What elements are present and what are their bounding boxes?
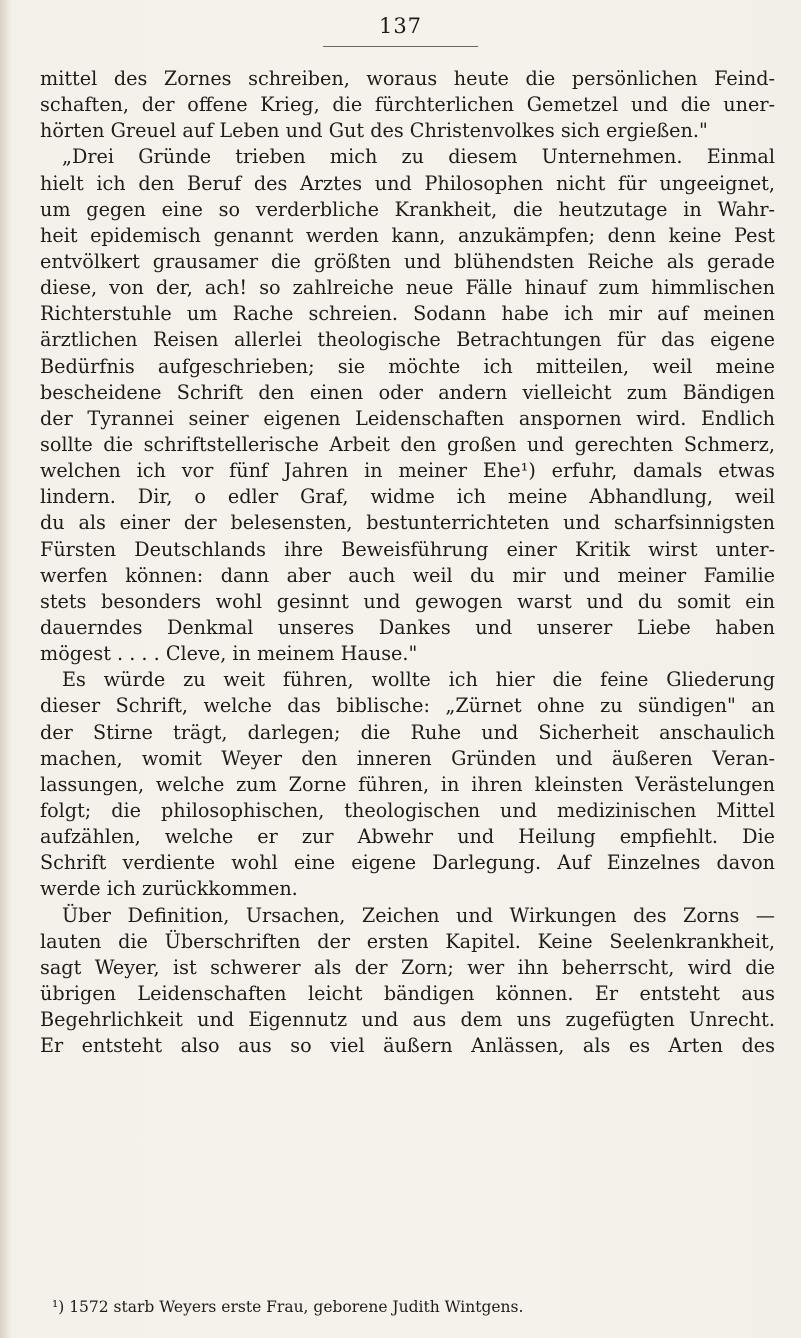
text-line: Über Definition, Ursachen, Zeichen und Wirkungen des Zorns — — [62, 903, 775, 927]
page-number-text: 137 — [378, 14, 423, 38]
text-line: Richterstuhle um Rache schreien. Sodann habe ich mir auf meinen — [40, 302, 775, 326]
text-line: dauerndes Denkmal unseres Dankes und unserer Liebe haben — [40, 615, 775, 639]
text-line: schaften, der offene Krieg, die fürchterlichen Gemetzel und die uner- — [40, 93, 775, 117]
text-line: du als einer der belesensten, bestunterrichteten und scharfsinnigsten — [40, 511, 775, 535]
text-line: lindern. Dir, o edler Graf, widme ich meine Abhandlung, weil — [40, 485, 775, 509]
text-line: der Stirne trägt, darlegen; die Ruhe und Sicherheit anschaulich — [40, 720, 775, 744]
text-line: Begehrlichkeit und Eigennutz und aus dem uns zugefügten Unrecht. — [40, 1008, 775, 1032]
text-line: sollte die schriftstellerische Arbeit den großen und gerechten Schmerz, — [40, 432, 775, 456]
page-number — [0, 14, 801, 38]
text-line: bescheidene Schrift den einen oder andern vielleicht zum Bändigen — [40, 380, 775, 404]
page-spine-shadow — [0, 0, 10, 1338]
text-line: heit epidemisch genannt werden kann, anzukämpfen; denn keine Pest — [40, 223, 775, 247]
text-line: werde ich zurückkommen. — [40, 877, 298, 901]
text-line: Er entsteht also aus so viel äußern Anlässen, als es Arten des — [40, 1034, 775, 1058]
text-line: stets besonders wohl gesinnt und gewogen warst und du somit ein — [40, 589, 775, 613]
text-line: hörten Greuel auf Leben und Gut des Christenvolkes sich ergießen." — [40, 119, 708, 143]
text-line: um gegen eine so verderbliche Krankheit, die heutzutage in Wahr- — [40, 197, 775, 221]
text-line: ärztlichen Reisen allerlei theologische Betrachtungen für das eigene — [40, 328, 775, 352]
text-line: Fürsten Deutschlands ihre Beweisführung einer Kritik wirst unter- — [40, 537, 775, 561]
text-line: machen, womit Weyer den inneren Gründen und äußeren Veran- — [40, 746, 775, 770]
text-line: folgt; die philosophischen, theologischen und medizinischen Mittel — [40, 798, 775, 822]
text-line: mögest . . . . Cleve, in meinem Hause." — [40, 642, 418, 666]
footnote: ¹) 1572 starb Weyers erste Frau, geborene Judith Wintgens. — [52, 1298, 524, 1316]
text-line: „Drei Gründe trieben mich zu diesem Unternehmen. Einmal — [62, 145, 775, 169]
text-line: dieser Schrift, welche das biblische: „Zürnet ohne zu sündigen" an — [40, 694, 775, 718]
text-line: übrigen Leidenschaften leicht bändigen können. Er entsteht aus — [40, 981, 775, 1005]
text-line: diese, von der, ach! so zahlreiche neue Fälle hinauf zum himmlischen — [40, 276, 775, 300]
text-line: der Tyrannei seiner eigenen Leidenschaften anspornen wird. Endlich — [40, 406, 775, 430]
page-number-rule — [323, 46, 478, 47]
text-line: aufzählen, welche er zur Abwehr und Heilung empfiehlt. Die — [40, 825, 775, 849]
text-line: werfen können: dann aber auch weil du mir und meiner Familie — [40, 563, 775, 587]
text-line: Schrift verdiente wohl eine eigene Darlegung. Auf Einzelnes davon — [40, 851, 775, 875]
text-line: sagt Weyer, ist schwerer als der Zorn; wer ihn beherrscht, wird die — [40, 955, 775, 979]
text-line: lassungen, welche zum Zorne führen, in ihren kleinsten Verästelungen — [40, 772, 775, 796]
body-text — [40, 66, 775, 1059]
text-line: mittel des Zornes schreiben, woraus heute die persönlichen Feind- — [40, 67, 775, 90]
text-line: Bedürfnis aufgeschrieben; sie möchte ich mitteilen, weil meine — [40, 354, 775, 378]
text-line: Es würde zu weit führen, wollte ich hier die feine Gliederung — [62, 668, 775, 692]
text-line: entvölkert grausamer die größten und blühendsten Reiche als gerade — [40, 249, 775, 273]
text-line: hielt ich den Beruf des Arztes und Philosophen nicht für ungeeignet, — [40, 171, 775, 195]
text-line: welchen ich vor fünf Jahren in meiner Ehe¹) erfuhr, damals etwas — [40, 459, 775, 483]
text-line: lauten die Überschriften der ersten Kapitel. Keine Seelenkrankheit, — [40, 929, 775, 953]
